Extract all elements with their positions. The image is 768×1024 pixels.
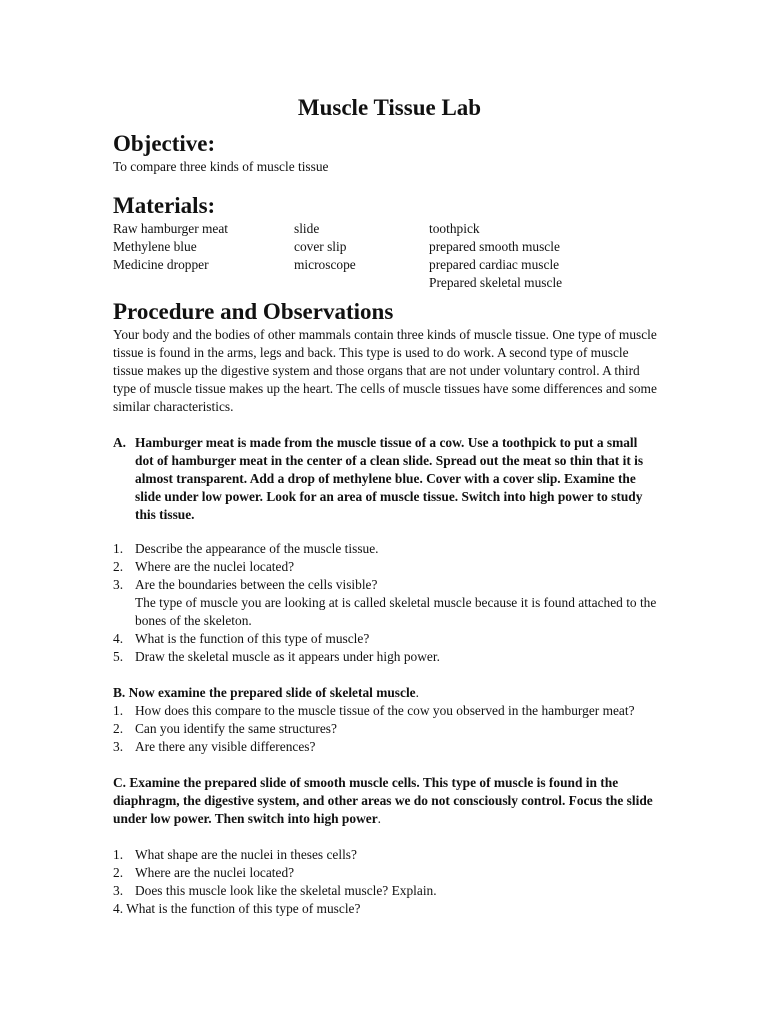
step-c-heading-period: .	[377, 811, 381, 826]
step-a-instructions	[113, 434, 658, 524]
material-item: prepared cardiac muscle	[429, 257, 560, 272]
document-page	[113, 92, 658, 918]
question-number: 5.	[113, 649, 124, 664]
list-item	[113, 882, 658, 900]
material-item	[113, 274, 294, 292]
question-number: 3.	[113, 883, 124, 898]
question-text: Where are the nuclei located?	[135, 865, 295, 880]
material-item: Prepared skeletal muscle	[429, 275, 563, 290]
material-item: Raw hamburger meat	[113, 221, 229, 236]
question-text: Draw the skeletal muscle as it appears under high power.	[135, 649, 440, 664]
question-text: Where are the nuclei located?	[135, 559, 295, 574]
list-item	[113, 738, 658, 756]
question-text: Describe the appearance of the muscle tissue.	[135, 541, 379, 556]
question-text: How does this compare to the muscle tissue of the cow you observed in the hamburger meat?	[135, 703, 635, 718]
question-text: Can you identify the same structures?	[135, 721, 337, 736]
step-c-questions	[113, 846, 658, 900]
list-item	[113, 864, 658, 882]
question-number: 1.	[113, 847, 124, 862]
question-number: 3.	[113, 577, 124, 592]
question-text: Are there any visible differences?	[135, 739, 316, 754]
list-item	[113, 720, 658, 738]
step-b-heading-period: .	[415, 685, 419, 700]
objective-heading: Objective:	[113, 131, 216, 156]
spacer	[113, 756, 658, 774]
question-number: 2.	[113, 865, 124, 880]
list-item	[113, 540, 658, 558]
question-number: 4.	[113, 631, 124, 646]
step-b-heading	[113, 684, 658, 702]
list-item	[113, 846, 658, 864]
step-c-question-4: 4. What is the function of this type of muscle?	[113, 901, 361, 916]
procedure-intro: Your body and the bodies of other mammals contain three kinds of muscle tissue. One type of muscle tissue is found in the arms, legs and back. This type is used to do work. A second type of muscle tissue makes up the digestive system and those organs that are not under voluntary control. A third type of muscle tissue makes up the heart. The cells of muscle tissues have some differences and some similar characteristics.	[113, 327, 657, 414]
material-item: Methylene blue	[113, 239, 197, 254]
question-number: 3.	[113, 739, 124, 754]
list-item	[113, 702, 658, 720]
material-item: toothpick	[429, 221, 480, 236]
step-c-heading-text: C. Examine the prepared slide of smooth muscle cells. This type of muscle is found in the diaphragm, the digestive system, and other areas we do not consciously control. Focus the slide under low power. Then switch into high power	[113, 775, 653, 826]
step-c-heading	[113, 774, 658, 828]
step-a-letter: A.	[113, 435, 127, 450]
material-item: slide	[294, 221, 320, 236]
materials-list	[113, 220, 658, 292]
step-b-heading-text: B. Now examine the prepared slide of skeletal muscle	[113, 685, 416, 700]
list-item	[113, 558, 658, 576]
question-number: 1.	[113, 703, 124, 718]
skeletal-muscle-note: The type of muscle you are looking at is called skeletal muscle because it is found attached to the bones of the skeleton.	[135, 595, 657, 628]
question-text: Are the boundaries between the cells visible?	[135, 577, 378, 592]
objective-text: To compare three kinds of muscle tissue	[113, 159, 329, 174]
step-a-text: Hamburger meat is made from the muscle tissue of a cow. Use a toothpick to put a small dot of hamburger meat in the center of a clean slide. Spread out the meat so thin that it is almost transparent. Add a drop of methylene blue. Cover with a cover slip. Examine the slide under low power. Look for an area of muscle tissue. Switch into high power to study this tissue.	[135, 435, 644, 522]
list-item	[113, 576, 658, 594]
step-b-questions	[113, 702, 658, 756]
question-number: 2.	[113, 721, 124, 736]
question-text: What shape are the nuclei in theses cells?	[135, 847, 357, 862]
step-a-questions	[113, 540, 658, 594]
question-number: 1.	[113, 541, 124, 556]
page-title: Muscle Tissue Lab	[297, 95, 482, 120]
material-item: microscope	[294, 257, 356, 272]
material-item: cover slip	[294, 239, 347, 254]
material-item: Medicine dropper	[113, 257, 209, 272]
list-item	[113, 648, 658, 666]
procedure-heading: Procedure and Observations	[113, 299, 394, 324]
question-number: 2.	[113, 559, 124, 574]
question-text: Does this muscle look like the skeletal muscle? Explain.	[135, 883, 437, 898]
material-item: prepared smooth muscle	[429, 239, 560, 254]
materials-heading: Materials:	[113, 193, 216, 218]
question-text: What is the function of this type of muscle?	[135, 631, 370, 646]
list-item	[113, 630, 658, 648]
material-item	[294, 274, 429, 292]
step-a-questions-continued	[113, 630, 658, 666]
spacer	[113, 666, 658, 684]
